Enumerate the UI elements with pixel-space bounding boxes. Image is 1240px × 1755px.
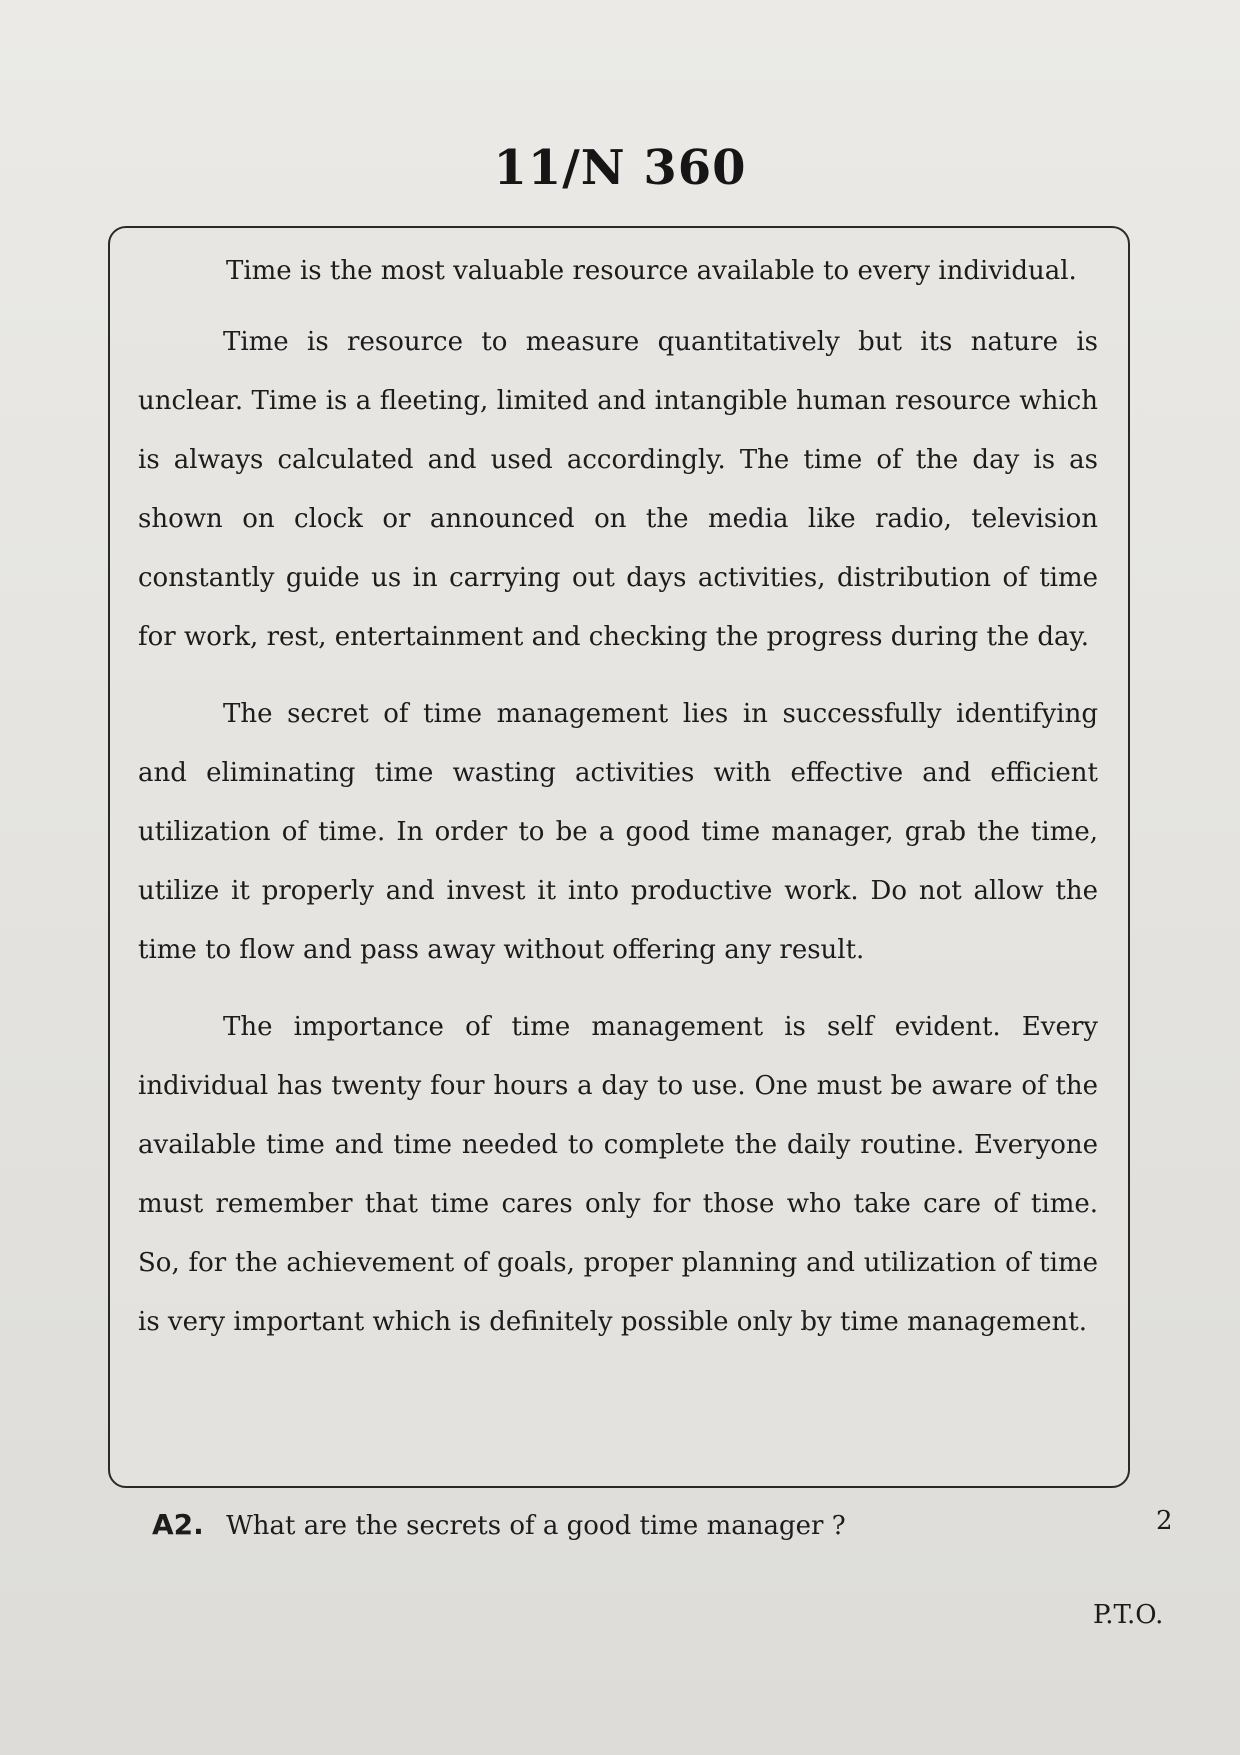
question-text: What are the secrets of a good time manager ?	[226, 1511, 846, 1541]
passage-box	[108, 226, 1130, 1488]
passage-paragraph-2: Time is resource to measure quantitatively but its nature is unclear. Time is a fleeting, limited and intangible human resource which is always calculated and used accordingly. The time of the day is as shown on clock or announced on the media like radio, television constantly guide us in carrying out days activities, distribution of time for work, rest, entertainment and checking the progress during the day.	[138, 327, 1098, 652]
pto-label: P.T.O.	[1093, 1600, 1164, 1630]
paper-code: 11/N 360	[493, 140, 747, 196]
passage-paragraph-3: The secret of time management lies in successfully identifying and eliminating time wasting activities with effective and efficient utilization of time. In order to be a good time manager, grab the time, utilize it properly and invest it into productive work. Do not allow the time to flow and pass away without offering any result.	[138, 699, 1098, 965]
question-marks: 2	[1156, 1506, 1173, 1536]
passage-paragraph-1: Time is the most valuable resource available to every individual.	[226, 256, 1077, 286]
question-number: A2.	[152, 1508, 204, 1541]
passage-paragraph-4: The importance of time management is self evident. Every individual has twenty four hours a day to use. One must be aware of the available time and time needed to complete the daily routine. Everyone must remember that time cares only for those who take care of time. So, for the achievement of goals, proper planning and utilization of time is very important which is definitely possible only by time management.	[138, 1012, 1098, 1337]
question-a2	[152, 1508, 932, 1541]
